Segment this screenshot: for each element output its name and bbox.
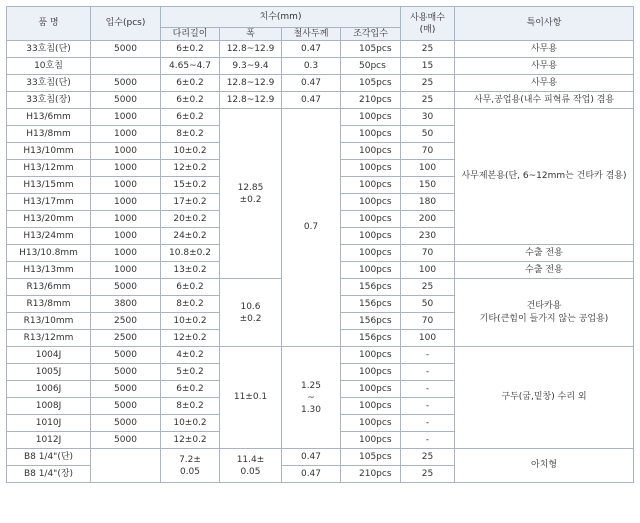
cell-thk: 0.47: [282, 75, 341, 92]
header-name: 품 명: [7, 7, 91, 41]
cell-name: 10호침: [7, 58, 91, 75]
cell-name: H13/20mm: [7, 211, 91, 228]
cell-wid-merged: 12.85 ±0.2: [220, 109, 282, 279]
cell-use: -: [401, 415, 455, 432]
cell-pcs: 100pcs: [341, 143, 401, 160]
cell-len: 8±0.2: [161, 126, 220, 143]
cell-len: 10±0.2: [161, 143, 220, 160]
header-len: 다리길이: [161, 28, 220, 41]
cell-name: H13/17mm: [7, 194, 91, 211]
cell-wid: 12.8~12.9: [220, 92, 282, 109]
header-wid: 폭: [220, 28, 282, 41]
cell-pcs: 100pcs: [341, 177, 401, 194]
cell-name: H13/6mm: [7, 109, 91, 126]
cell-use: -: [401, 432, 455, 449]
cell-wid-merged: 11±0.1: [220, 347, 282, 449]
cell-qty: 1000: [91, 262, 161, 279]
cell-name: R13/8mm: [7, 296, 91, 313]
cell-name: B8 1/4"(단): [7, 449, 91, 466]
cell-use: 25: [401, 449, 455, 466]
cell-pcs: 105pcs: [341, 41, 401, 58]
cell-thk: 0.47: [282, 449, 341, 466]
cell-pcs: 156pcs: [341, 296, 401, 313]
cell-use: 100: [401, 160, 455, 177]
cell-qty: 5000: [91, 432, 161, 449]
cell-name: H13/8mm: [7, 126, 91, 143]
cell-name: 1006J: [7, 381, 91, 398]
cell-use: 50: [401, 296, 455, 313]
cell-qty: 3800: [91, 296, 161, 313]
cell-note-merged: 사무제본용(단, 6~12mm는 건타카 겸용): [455, 109, 634, 245]
cell-thk-merged: 1.25 ~ 1.30: [282, 347, 341, 449]
cell-len: 15±0.2: [161, 177, 220, 194]
cell-name: R13/10mm: [7, 313, 91, 330]
header-thk: 철사두께: [282, 28, 341, 41]
cell-thk: 0.47: [282, 92, 341, 109]
cell-use: 70: [401, 245, 455, 262]
cell-wid: 9.3~9.4: [220, 58, 282, 75]
cell-pcs: 100pcs: [341, 245, 401, 262]
cell-qty: 5000: [91, 75, 161, 92]
cell-name: 1010J: [7, 415, 91, 432]
cell-pcs: 156pcs: [341, 279, 401, 296]
cell-pcs: 100pcs: [341, 432, 401, 449]
cell-name: H13/10.8mm: [7, 245, 91, 262]
cell-use: 150: [401, 177, 455, 194]
cell-len: 13±0.2: [161, 262, 220, 279]
header-dim: 치수(mm): [161, 7, 401, 28]
cell-len-merged: 7.2± 0.05: [161, 449, 220, 483]
cell-use: 30: [401, 109, 455, 126]
cell-pcs: 105pcs: [341, 75, 401, 92]
cell-len: 4.65~4.7: [161, 58, 220, 75]
cell-qty: 1000: [91, 109, 161, 126]
cell-pcs: 100pcs: [341, 160, 401, 177]
cell-note: 사무,공업용(내수 피혁류 작업) 겸용: [455, 92, 634, 109]
cell-len: 8±0.2: [161, 296, 220, 313]
cell-len: 6±0.2: [161, 41, 220, 58]
cell-qty: 5000: [91, 41, 161, 58]
cell-name: R13/6mm: [7, 279, 91, 296]
cell-pcs: 105pcs: [341, 449, 401, 466]
cell-wid-merged: 10.6 ±0.2: [220, 279, 282, 347]
cell-pcs: 156pcs: [341, 313, 401, 330]
cell-name: 1005J: [7, 364, 91, 381]
table-row: [7, 41, 634, 58]
cell-qty: 5000: [91, 415, 161, 432]
cell-thk: 0.47: [282, 41, 341, 58]
cell-use: 25: [401, 279, 455, 296]
cell-note: 수출 전용: [455, 262, 634, 279]
cell-wid: 12.8~12.9: [220, 75, 282, 92]
cell-len: 10±0.2: [161, 313, 220, 330]
cell-qty: 2500: [91, 330, 161, 347]
cell-use: 180: [401, 194, 455, 211]
cell-len: 6±0.2: [161, 75, 220, 92]
cell-note: 사무용: [455, 75, 634, 92]
cell-qty: 5000: [91, 92, 161, 109]
cell-pcs: 100pcs: [341, 262, 401, 279]
cell-name: 1004J: [7, 347, 91, 364]
cell-qty: 2500: [91, 313, 161, 330]
cell-name: B8 1/4"(장): [7, 466, 91, 483]
cell-len: 12±0.2: [161, 330, 220, 347]
cell-use: 100: [401, 262, 455, 279]
cell-name: H13/13mm: [7, 262, 91, 279]
cell-name: R13/12mm: [7, 330, 91, 347]
cell-use: -: [401, 381, 455, 398]
header-row: [7, 7, 634, 28]
cell-len: 5±0.2: [161, 364, 220, 381]
cell-thk: 0.47: [282, 466, 341, 483]
cell-use: 70: [401, 313, 455, 330]
cell-name: 33호침(단): [7, 75, 91, 92]
header-pcs: 조각입수: [341, 28, 401, 41]
cell-thk: 0.3: [282, 58, 341, 75]
table-row: [7, 347, 634, 364]
cell-qty: 1000: [91, 194, 161, 211]
cell-name: 1008J: [7, 398, 91, 415]
cell-pcs: 50pcs: [341, 58, 401, 75]
cell-qty: 5000: [91, 279, 161, 296]
cell-pcs: 210pcs: [341, 92, 401, 109]
cell-use: -: [401, 347, 455, 364]
cell-len: 12±0.2: [161, 432, 220, 449]
cell-len: 6±0.2: [161, 381, 220, 398]
cell-pcs: 100pcs: [341, 381, 401, 398]
cell-pcs: 100pcs: [341, 415, 401, 432]
cell-wid-merged: 11.4± 0.05: [220, 449, 282, 483]
cell-use: -: [401, 398, 455, 415]
cell-qty: 5000: [91, 398, 161, 415]
cell-use: 25: [401, 75, 455, 92]
cell-qty: 1000: [91, 126, 161, 143]
cell-use: 230: [401, 228, 455, 245]
table-row: [7, 109, 634, 126]
cell-len: 10±0.2: [161, 415, 220, 432]
cell-pcs: 100pcs: [341, 398, 401, 415]
cell-qty: 1000: [91, 177, 161, 194]
cell-qty: [91, 58, 161, 75]
cell-use: 25: [401, 41, 455, 58]
cell-name: 33호침(장): [7, 92, 91, 109]
cell-note-merged: 건타카용 기타(큰힘이 들가지 않는 공업용): [455, 279, 634, 347]
cell-len: 6±0.2: [161, 279, 220, 296]
cell-use: 50: [401, 126, 455, 143]
cell-len: 24±0.2: [161, 228, 220, 245]
cell-len: 17±0.2: [161, 194, 220, 211]
cell-pcs: 100pcs: [341, 364, 401, 381]
cell-qty: 1000: [91, 160, 161, 177]
cell-qty: [91, 449, 161, 483]
cell-name: H13/12mm: [7, 160, 91, 177]
cell-len: 4±0.2: [161, 347, 220, 364]
cell-note: 사무용: [455, 58, 634, 75]
cell-pcs: 100pcs: [341, 126, 401, 143]
cell-use: 25: [401, 466, 455, 483]
staple-spec-table: [6, 6, 634, 483]
cell-use: 15: [401, 58, 455, 75]
cell-pcs: 156pcs: [341, 330, 401, 347]
spec-table-container: [6, 6, 634, 483]
header-qty: 입수(pcs): [91, 7, 161, 41]
cell-len: 6±0.2: [161, 92, 220, 109]
table-row: [7, 92, 634, 109]
cell-qty: 1000: [91, 211, 161, 228]
cell-pcs: 100pcs: [341, 109, 401, 126]
cell-qty: 1000: [91, 228, 161, 245]
cell-wid: 12.8~12.9: [220, 41, 282, 58]
cell-pcs: 100pcs: [341, 347, 401, 364]
cell-thk-merged: 0.7: [282, 109, 341, 347]
cell-name: H13/15mm: [7, 177, 91, 194]
cell-qty: 5000: [91, 347, 161, 364]
cell-note: 사무용: [455, 41, 634, 58]
cell-pcs: 100pcs: [341, 211, 401, 228]
cell-len: 10.8±0.2: [161, 245, 220, 262]
table-row: [7, 58, 634, 75]
cell-qty: 5000: [91, 364, 161, 381]
table-row: [7, 449, 634, 466]
cell-name: H13/24mm: [7, 228, 91, 245]
cell-note-merged: 아치형: [455, 449, 634, 483]
cell-pcs: 100pcs: [341, 194, 401, 211]
cell-note: 수출 전용: [455, 245, 634, 262]
cell-len: 20±0.2: [161, 211, 220, 228]
cell-use: 70: [401, 143, 455, 160]
cell-pcs: 100pcs: [341, 228, 401, 245]
cell-use: 200: [401, 211, 455, 228]
cell-pcs: 210pcs: [341, 466, 401, 483]
cell-note-merged: 구두(굽,밑창) 수리 외: [455, 347, 634, 449]
cell-qty: 5000: [91, 381, 161, 398]
cell-len: 12±0.2: [161, 160, 220, 177]
cell-len: 6±0.2: [161, 109, 220, 126]
cell-name: 33호침(단): [7, 41, 91, 58]
header-note: 특이사항: [455, 7, 634, 41]
cell-use: -: [401, 364, 455, 381]
cell-use: 100: [401, 330, 455, 347]
cell-name: 1012J: [7, 432, 91, 449]
cell-qty: 1000: [91, 245, 161, 262]
header-use: 사용매수 (매): [401, 7, 455, 41]
cell-name: H13/10mm: [7, 143, 91, 160]
cell-qty: 1000: [91, 143, 161, 160]
cell-len: 8±0.2: [161, 398, 220, 415]
cell-use: 25: [401, 92, 455, 109]
table-row: [7, 75, 634, 92]
